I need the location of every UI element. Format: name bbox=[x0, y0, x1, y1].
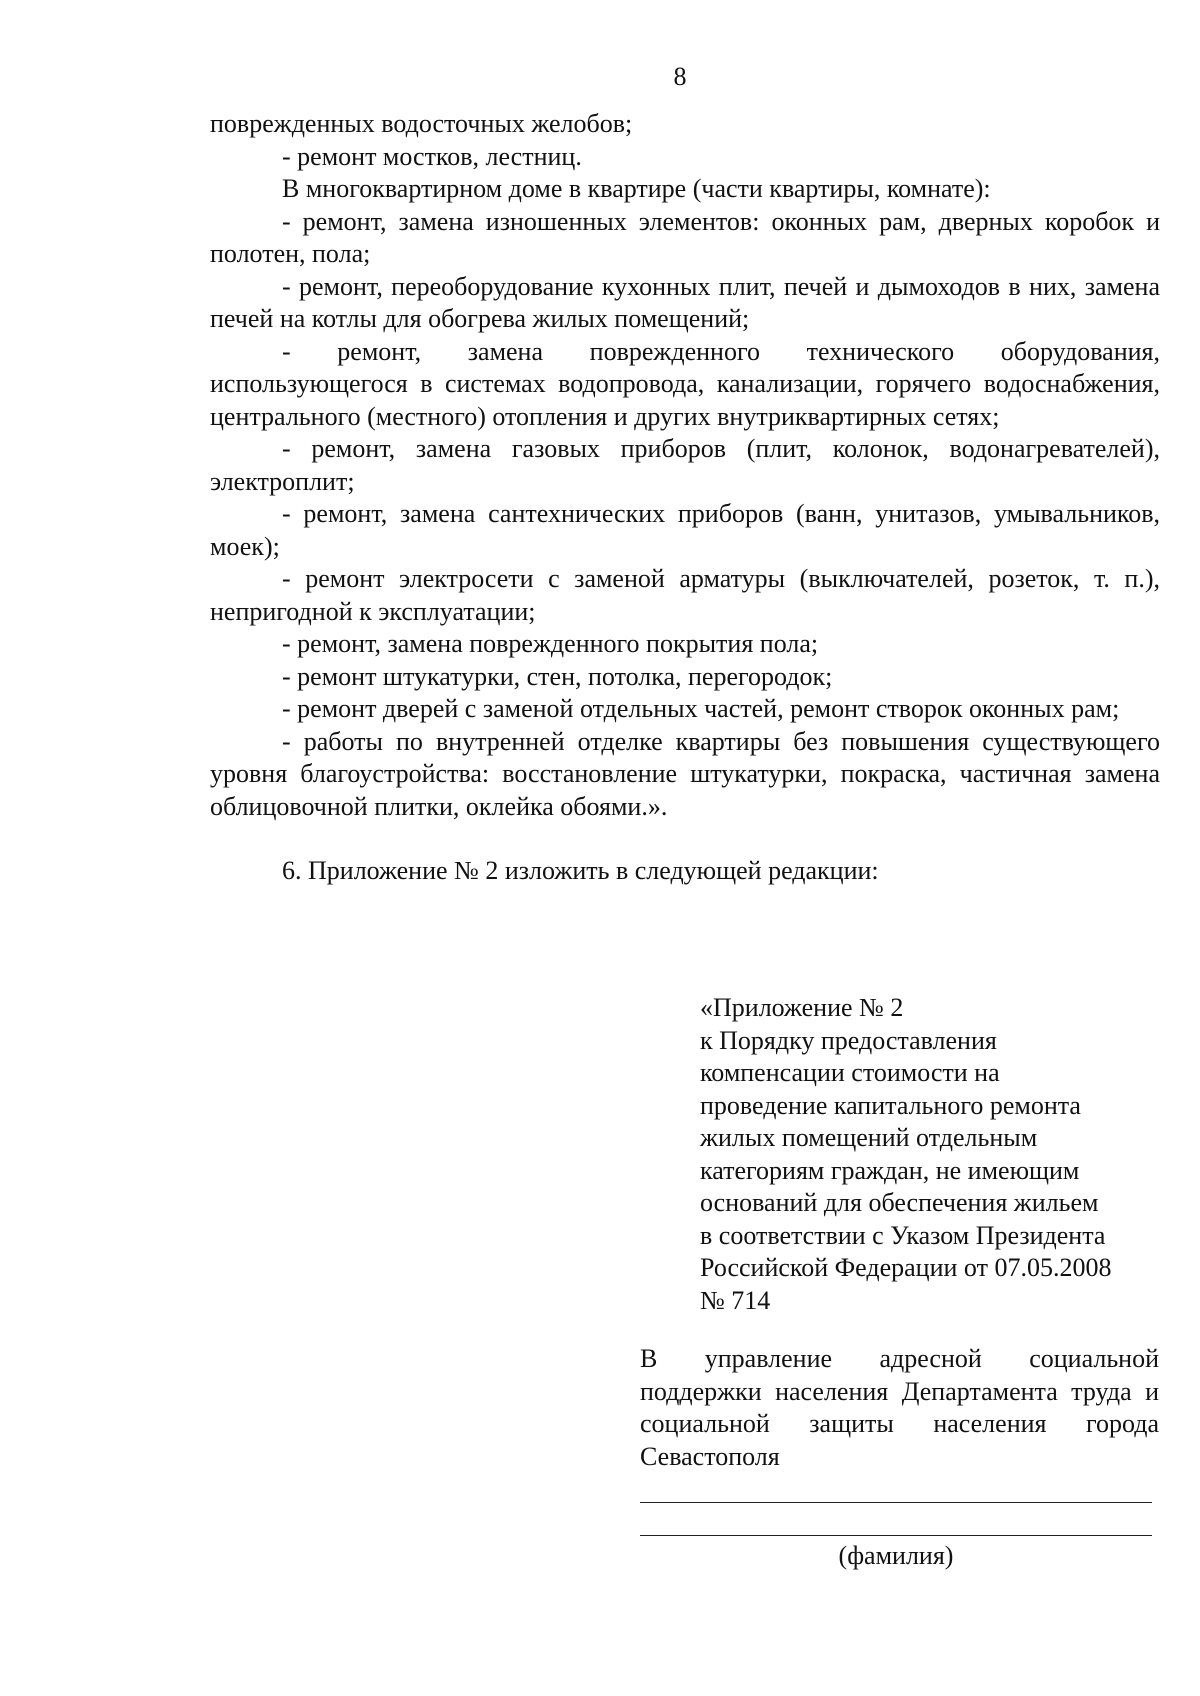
appendix-line: № 714 bbox=[700, 1285, 771, 1315]
list-item: - ремонт, замена сантехнических приборов (ванн, унитазов, умывальников, моек); bbox=[210, 499, 1160, 561]
appendix-line: жилых помещений отдельным bbox=[700, 1123, 1038, 1152]
appendix-line: «Приложение № 2 bbox=[700, 993, 904, 1022]
section-intro: В многоквартирном доме в квартире (части квартиры, комнате): bbox=[282, 174, 991, 203]
appendix-header bbox=[700, 992, 1160, 1317]
list-item: - ремонт, замена поврежденного технического оборудования, использующегося в системах водопровода, канализации, горячего водоснабжения, центрального (местного) отопления и других внутриквартирных сетях; bbox=[210, 336, 1160, 431]
surname-line bbox=[640, 1535, 1152, 1536]
list-item: - ремонт штукатурки, стен, потолка, перегородок; bbox=[282, 661, 833, 691]
addressee-block: В управление адресной социальной поддержки населения Департамента труда и социальной защиты населения города Севастополя bbox=[640, 1344, 1159, 1471]
list-item: - работы по внутренней отделке квартиры без повышения существующего уровня благоустройства: восстановление штукатурки, покраска, частичная замена облицовочной плитки, оклейка обоями.». bbox=[210, 726, 1160, 821]
amendment-item-6: 6. Приложение № 2 изложить в следующей редакции: bbox=[282, 856, 879, 885]
appendix-line: в соответствии с Указом Президента bbox=[700, 1220, 1106, 1250]
list-item: - ремонт, замена изношенных элементов: оконных рам, дверных коробок и полотен, пола; bbox=[210, 206, 1160, 268]
signature-line bbox=[640, 1502, 1152, 1503]
list-item: - ремонт дверей с заменой отдельных частей, ремонт створок оконных рам; bbox=[282, 694, 1120, 723]
appendix-line: компенсации стоимости на bbox=[700, 1058, 1000, 1087]
page-number: 8 bbox=[673, 62, 687, 91]
body-text bbox=[210, 108, 1160, 888]
appendix-line: проведение капитального ремонта bbox=[700, 1090, 1081, 1120]
appendix-line: к Порядку предоставления bbox=[700, 1025, 997, 1055]
appendix-line: категориям граждан, не имеющим bbox=[700, 1155, 1080, 1185]
list-item: - ремонт, переоборудование кухонных плит, печей и дымоходов в них, замена печей на котлы для обогрева жилых помещений; bbox=[210, 271, 1160, 333]
list-item: - ремонт, замена газовых приборов (плит, колонок, водонагревателей), электроплит; bbox=[210, 434, 1160, 496]
surname-caption: (фамилия) bbox=[838, 1541, 954, 1570]
list-item: - ремонт мостков, лестниц. bbox=[282, 141, 582, 171]
appendix-line: Российской Федерации от 07.05.2008 bbox=[700, 1253, 1112, 1282]
paragraph-continuation: поврежденных водосточных желобов; bbox=[210, 109, 633, 138]
list-item: - ремонт электросети с заменой арматуры (выключателей, розеток, т. п.), непригодной к эксплуатации; bbox=[210, 564, 1160, 626]
list-item: - ремонт, замена поврежденного покрытия пола; bbox=[282, 629, 819, 658]
appendix-line: оснований для обеспечения жильем bbox=[700, 1188, 1099, 1217]
